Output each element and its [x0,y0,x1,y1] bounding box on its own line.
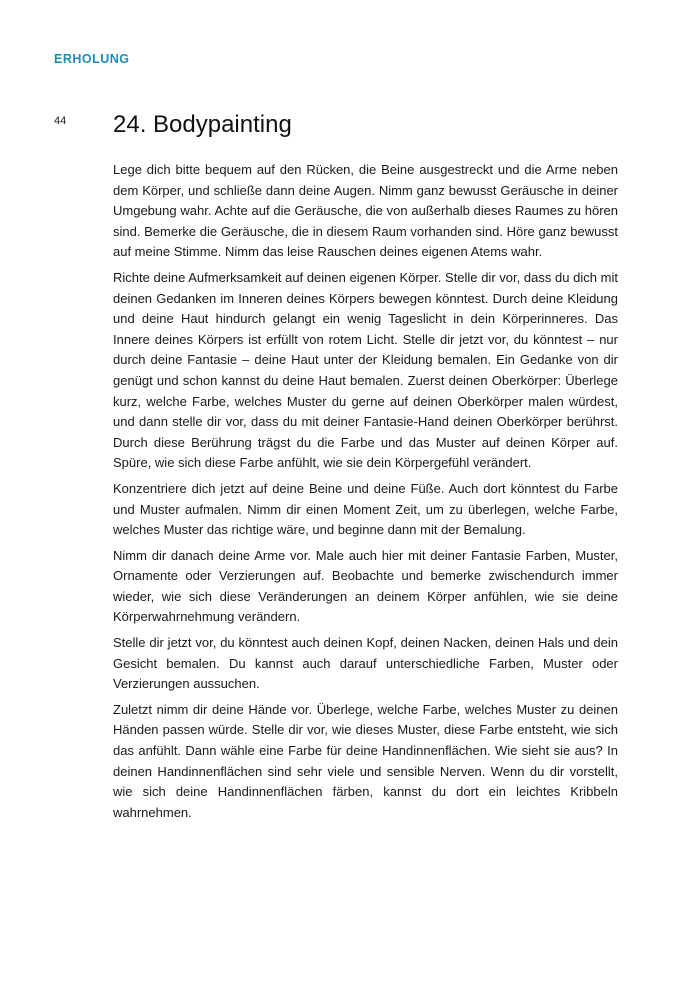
section-label: ERHOLUNG [54,52,130,66]
chapter-title: 24. Bodypainting [113,111,292,138]
paragraph: Zuletzt nimm dir deine Hände vor. Überlege, welche Farbe, welches Muster zu deinen Händen passen würde. Stelle dir vor, wie dieses Muster, diese Farbe entsteht, wie sich das anfühlt. Dann wähle eine Farbe für deine Handinnenflächen. Wie sieht sie aus? In deinen Handinnenflächen sind sehr viele und sensible Nerven. Wenn du dir vorstellt, wie sich deine Handinnenflächen färben, kannst du dort ein leichtes Kribbeln wahrnehmen. [113,701,618,820]
paragraph: Lege dich bitte bequem auf den Rücken, die Beine ausgestreckt und die Arme neben dem Körper, und schließe dann deine Augen. Nimm ganz bewusst Geräusche in deiner Umgebung wahr. Achte auf die Geräusche, die von außerhalb dieses Raumes zu hören sind. Bemerke die Geräusche, die in diesem Raum vorhanden sind. Höre ganz bewusst auf meine Stimme. Nimm das leise Rauschen deines eigenen Atems wahr. [113,162,618,260]
page-number: 44 [54,115,67,127]
paragraph: Stelle dir jetzt vor, du könntest auch deinen Kopf, deinen Nacken, deinen Hals und dein Gesicht bemalen. Du kannst auch darauf unterschiedliche Farben, Muster oder Verzierungen aussuchen. [113,635,618,692]
paragraph: Konzentriere dich jetzt auf deine Beine und deine Füße. Auch dort könntest du Farbe und Muster aufmalen. Nimm dir einen Moment Zeit, um zu überlegen, welche Farbe, welches Muster das richtige wäre, und beginne dann mit der Bemalung. [113,480,618,538]
paragraph: Richte deine Aufmerksamkeit auf deinen eigenen Körper. Stelle dir vor, dass du dich mit deinen Gedanken im Inneren deines Körpers bewegen könntest. Durch deine Kleidung und deine Haut hindurch gelangt ein wenig Tageslicht in dein Körperinneres. Das Innere deines Körpers ist erfüllt von rotem Licht. Stelle dir jetzt vor, du könntest – nur durch deine Fantasie – deine Haut unter der Kleidung bemalen. Ein Gedanke von dir genügt und schon kannst du deine Haut bemalen. Zuerst deinen Oberkörper: Überlege kurz, welche Farbe, welches Muster du gerne auf deinen Oberkörper malen würdest, und dann stelle dir vor, dass du mit deiner Fantasie-Hand deinen Oberkörper berührst. Durch diese Berührung trägst du die Farbe und das Muster auf deinen Körper auf. Spüre, wie sich diese Farbe anfühlt, wie sie dein Körpergefühl verändert. [113,269,618,471]
body-text [113,160,618,828]
paragraph: Nimm dir danach deine Arme vor. Male auch hier mit deiner Fantasie Farben, Muster, Ornamente oder Verzierungen auf. Beobachte und bemerke zwischendurch immer wieder, wie sich diese Veränderungen an deinem Körper anfühlen, wie sie deine Körperwahrnehmung verändern. [113,547,618,625]
